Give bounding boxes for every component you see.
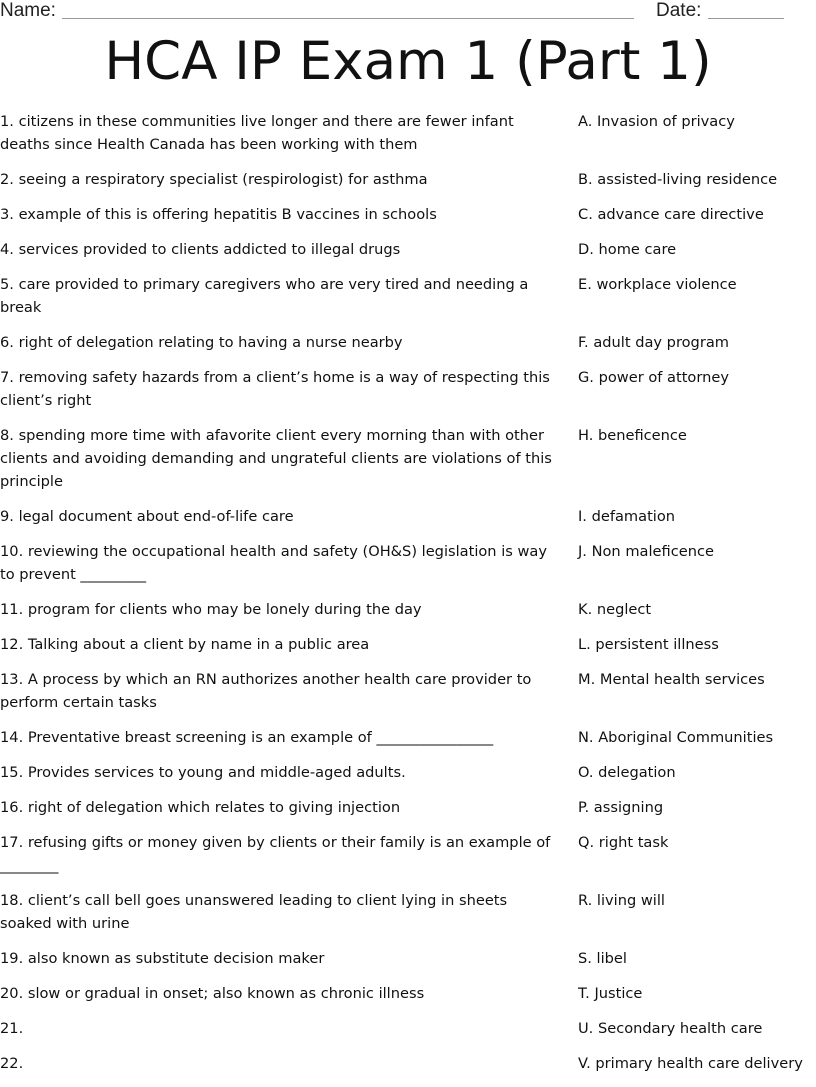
- question-text: 15. Provides services to young and middle-aged adults.: [0, 764, 406, 781]
- matching-row: [0, 168, 816, 191]
- answer-option: C. advance care directive: [578, 206, 764, 223]
- matching-row: [0, 110, 816, 156]
- answer-option: V. primary health care delivery: [578, 1055, 803, 1072]
- answer-option: F. adult day program: [578, 334, 729, 351]
- answer-option: P. assigning: [578, 799, 664, 816]
- question-text: 19. also known as substitute decision maker: [0, 950, 325, 967]
- answer-option: G. power of attorney: [578, 369, 729, 386]
- worksheet-header: [0, 0, 816, 24]
- question-text: 11. program for clients who may be lonely during the day: [0, 601, 422, 618]
- answer-option: O. delegation: [578, 764, 676, 781]
- matching-row: [0, 633, 816, 656]
- question-text: 10. reviewing the occupational health and safety (OH&S) legislation is way to prevent _________: [0, 543, 548, 583]
- question-text: 9. legal document about end-of-life care: [0, 508, 294, 525]
- answer-option: A. Invasion of privacy: [578, 113, 735, 130]
- question-text: 18. client’s call bell goes unanswered leading to client lying in sheets soaked with urine: [0, 892, 508, 932]
- page-title: HCA IP Exam 1 (Part 1): [104, 31, 712, 92]
- answer-option: M. Mental health services: [578, 671, 765, 688]
- matching-row: [0, 273, 816, 319]
- question-text: 7. removing safety hazards from a client’s home is a way of respecting this client’s right: [0, 369, 550, 409]
- answer-option: R. living will: [578, 892, 665, 909]
- question-text: 13. A process by which an RN authorizes another health care provider to perform certain tasks: [0, 671, 532, 711]
- matching-row: [0, 982, 816, 1005]
- date-label: Date:: [656, 0, 702, 21]
- question-text: 5. care provided to primary caregivers who are very tired and needing a break: [0, 276, 529, 316]
- question-text: 20. slow or gradual in onset; also known as chronic illness: [0, 985, 425, 1002]
- matching-row: [0, 831, 816, 877]
- answer-option: H. beneficence: [578, 427, 687, 444]
- matching-row: [0, 726, 816, 749]
- matching-row: [0, 238, 816, 261]
- matching-row: [0, 761, 816, 784]
- matching-row: [0, 668, 816, 714]
- matching-row: [0, 203, 816, 226]
- answer-option: L. persistent illness: [578, 636, 719, 653]
- matching-list: [0, 110, 816, 1087]
- matching-row: [0, 424, 816, 493]
- question-text: 16. right of delegation which relates to giving injection: [0, 799, 401, 816]
- answer-option: B. assisted-living residence: [578, 171, 778, 188]
- matching-row: [0, 796, 816, 819]
- question-text: 1. citizens in these communities live longer and there are fewer infant deaths since Health Canada has been working with them: [0, 113, 514, 153]
- matching-row: [0, 598, 816, 621]
- answer-option: N. Aboriginal Communities: [578, 729, 774, 746]
- answer-option: U. Secondary health care: [578, 1020, 763, 1037]
- question-text: 8. spending more time with afavorite client every morning than with other clients and avoiding demanding and ungrateful clients are violations of this principle: [0, 427, 552, 490]
- answer-option: Q. right task: [578, 834, 669, 851]
- answer-option: K. neglect: [578, 601, 652, 618]
- answer-option: I. defamation: [578, 508, 676, 525]
- matching-row: [0, 947, 816, 970]
- question-text: 14. Preventative breast screening is an example of ________________: [0, 729, 494, 746]
- matching-row: [0, 1052, 816, 1075]
- question-text: 22.: [0, 1055, 24, 1072]
- matching-row: [0, 366, 816, 412]
- question-text: 12. Talking about a client by name in a public area: [0, 636, 370, 653]
- question-text: 4. services provided to clients addicted to illegal drugs: [0, 241, 401, 258]
- date-blank-line[interactable]: [708, 18, 784, 19]
- answer-option: D. home care: [578, 241, 677, 258]
- answer-option: E. workplace violence: [578, 276, 737, 293]
- matching-row: [0, 889, 816, 935]
- matching-row: [0, 1017, 816, 1040]
- matching-row: [0, 540, 816, 586]
- matching-row: [0, 505, 816, 528]
- question-text: 2. seeing a respiratory specialist (respirologist) for asthma: [0, 171, 428, 188]
- matching-row: [0, 331, 816, 354]
- name-blank-line[interactable]: [62, 18, 634, 19]
- question-text: 6. right of delegation relating to having a nurse nearby: [0, 334, 403, 351]
- answer-option: J. Non maleficence: [578, 543, 714, 560]
- answer-option: S. libel: [578, 950, 627, 967]
- answer-option: T. Justice: [578, 985, 643, 1002]
- question-text: 17. refusing gifts or money given by clients or their family is an example of ________: [0, 834, 551, 874]
- name-label: Name:: [0, 0, 56, 21]
- question-text: 21.: [0, 1020, 24, 1037]
- question-text: 3. example of this is offering hepatitis B vaccines in schools: [0, 206, 437, 223]
